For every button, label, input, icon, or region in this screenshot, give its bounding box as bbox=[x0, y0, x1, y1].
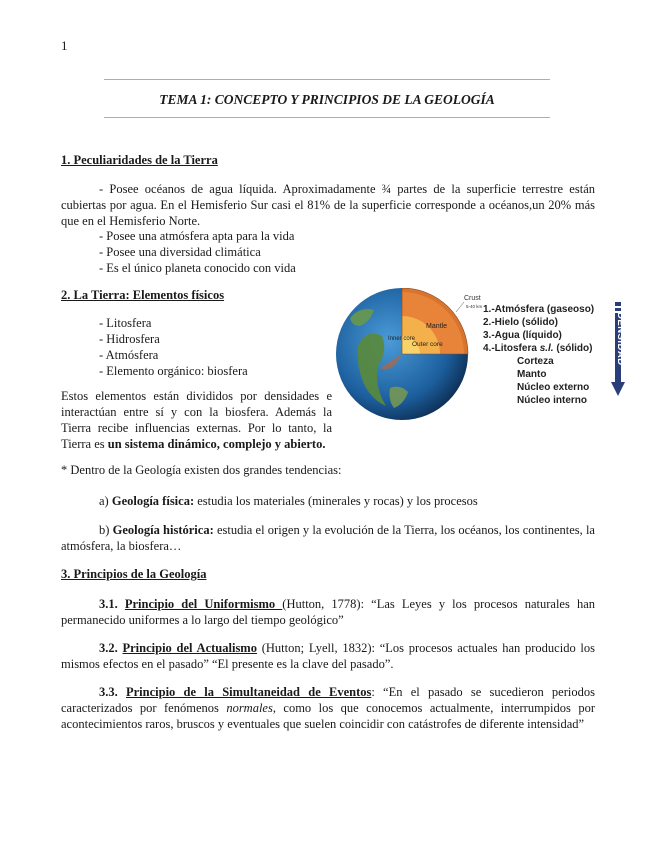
mantle-label: Mantle bbox=[426, 323, 448, 330]
figure-legend bbox=[483, 303, 594, 407]
tendency-a: a) Geología física: estudia los materiales (minerales y rocas) y los procesos bbox=[99, 494, 478, 508]
section3-heading: 3. Principios de la Geología bbox=[61, 567, 207, 581]
page-title: TEMA 1: CONCEPTO Y PRINCIPIOS DE LA GEOLOGÍA bbox=[159, 92, 495, 107]
legend-item: 4.-Litosfera s.l. (sólido) bbox=[483, 343, 593, 354]
inner-core-label: Inner core bbox=[388, 336, 416, 342]
tendencies-intro: * Dentro de la Geología existen dos grandes tendencias: bbox=[61, 463, 342, 477]
crust-depth-label: 5-40 km bbox=[466, 304, 483, 309]
density-label: DENSIDAD bbox=[615, 312, 626, 366]
crust-label: Crust bbox=[464, 295, 481, 302]
list-item: - Es el único planeta conocido con vida bbox=[99, 261, 296, 275]
principle-2: 3.2. Principio del Actualismo (Hutton; Lyell, 1832): “Los procesos actuales han producido los mismos efectos en el pasado” “El presente es la clave del pasado”. bbox=[61, 641, 596, 671]
page-number: 1 bbox=[61, 38, 68, 53]
list-item: - Atmósfera bbox=[99, 348, 159, 362]
list-item: - Hidrosfera bbox=[99, 332, 160, 346]
title-rule-top bbox=[104, 79, 550, 80]
legend-subitem: Manto bbox=[517, 369, 547, 380]
legend-subitem: Corteza bbox=[517, 356, 554, 367]
list-item: - Litosfera bbox=[99, 316, 152, 330]
legend-subitem: Núcleo interno bbox=[517, 395, 588, 406]
section2-list bbox=[99, 315, 248, 379]
earth-cutaway-illustration bbox=[330, 288, 490, 426]
legend-item: 3.-Agua (líquido) bbox=[483, 330, 562, 341]
outer-core-label: Outer core bbox=[412, 341, 443, 348]
list-item: - Elemento orgánico: biosfera bbox=[99, 364, 248, 378]
earth-figure bbox=[330, 288, 490, 426]
principle-3: 3.3. Principio de la Simultaneidad de Eventos: “En el pasado se sucedieron periodos caracterizados por fenómenos normales, como los que conocemos actualmente, interrumpidos por acontecimientos raros, bruscos y eventuales que suelen coincidir con catástrofes de diferente intensidad” bbox=[61, 685, 596, 731]
list-item: - Posee una atmósfera apta para la vida bbox=[99, 229, 295, 243]
section2-text: Estos elementos están divididos por densidades e interactúan entre sí y con la biosfera. Además la Tierra recibe influencias externas. Por lo tanto, la Tierra es bbox=[61, 389, 332, 451]
legend-item: 1.-Atmósfera (gaseoso) bbox=[483, 304, 595, 315]
section2-bold-text: un sistema dinámico, complejo y abierto. bbox=[107, 437, 326, 451]
section1-list bbox=[99, 228, 296, 276]
section2-paragraph bbox=[61, 388, 332, 452]
legend-item: 2.-Hielo (sólido) bbox=[483, 317, 558, 328]
list-item: - Posee una diversidad climática bbox=[99, 245, 261, 259]
title-rule-bottom bbox=[104, 117, 550, 118]
tendency-b: b) Geología histórica: estudia el origen y la evolución de la Tierra, los océanos, los continentes, la atmósfera, la biosfera… bbox=[61, 523, 595, 553]
principle-1: 3.1. Principio del Uniformismo (Hutton, 1778): “Las Leyes y los procesos naturales han permanecido uniformes a lo largo del tiempo geológico” bbox=[61, 597, 595, 627]
legend-subitem: Núcleo externo bbox=[517, 382, 590, 393]
section1-paragraph: - Posee océanos de agua líquida. Aproximadamente ¾ partes de la superficie terrestre están cubiertas por agua. En el Hemisferio Sur casi el 81% de la superficie corresponde a océanos,un 20% más que en el Hemisferio Norte. bbox=[61, 182, 595, 228]
section2-heading: 2. La Tierra: Elementos físicos bbox=[61, 288, 225, 302]
section1-heading: 1. Peculiaridades de la Tierra bbox=[61, 153, 218, 167]
